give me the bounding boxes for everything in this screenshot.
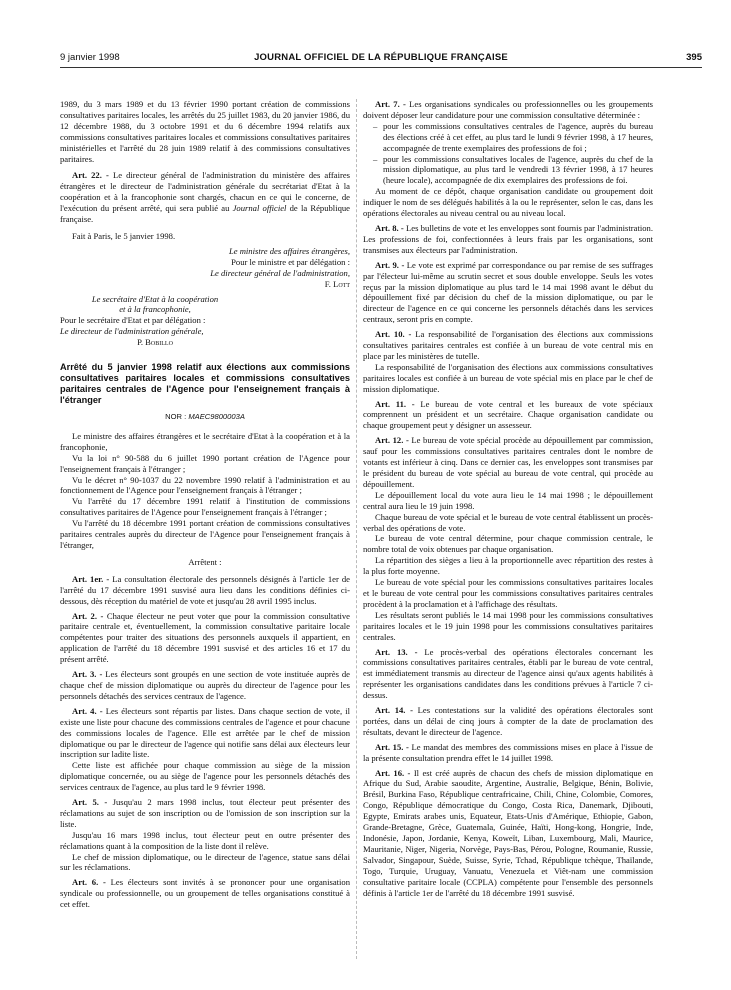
- fait-a-paris: Fait à Paris, le 5 janvier 1998.: [72, 230, 176, 241]
- running-header: [60, 52, 702, 66]
- nor-reference: NOR : MAEC9800003A: [165, 412, 245, 422]
- article-6: Art. 6. - Les électeurs sont invités à se prononcer pour une organisation syndicale ou professionnelle, ou un groupement de telles organisations constitué à cet effet.: [60, 877, 350, 910]
- signatory-name: F. Lott: [324, 278, 350, 289]
- right-column: [363, 99, 653, 898]
- signature-block-secretary: Le secrétaire d'Etat à la coopération et à la francophonie, Pour le secrétaire d'Etat et par délégation : Le directeur de l'administration générale, P. Bobillo: [60, 294, 350, 349]
- article-12-paragraph-7: Les résultats seront publiés le 14 mai 1998 pour les commissions consultatives paritaires locales et le 19 juin 1998 pour les commissions consultatives paritaires centrales.: [363, 609, 653, 642]
- article-9: Art. 9. - Le vote est exprimé par correspondance ou par remise de ses suffrages par l'électeur lui-même au scrutin secret et sous double enveloppe. Seuls les votes reçus par la mission diplomatique au plus tard le 14 mai 1998 avant le début du dépouillement fixé par décision du chef de la mission diplomatique, ou par le directeur de l'agence en ce qui concerne les personnels détachés dans les services centraux, seront pris en compte.: [363, 259, 653, 325]
- article-12-paragraph-6: Le bureau de vote spécial pour les commissions consultatives paritaires locales et le bureau de vote central pour les commissions consultatives paritaires centrales procèdent à la proclamation et à l'affichage des résultats.: [363, 577, 653, 609]
- article-10: Art. 10. - La responsabilité de l'organisation des élections aux commissions consultatives paritaires centrales est confiée à un bureau de vote central mis en place par les ministères de tutelle.: [363, 329, 653, 361]
- visa-2: Vu le décret n° 90-1037 du 22 novembre 1990 relatif à l'administration et au fonctionnement de l'Agence pour l'enseignement français à l'étranger ;: [60, 474, 350, 496]
- left-column: [60, 99, 350, 910]
- article-10-paragraph-2: La responsabilité de l'organisation des élections aux commissions consultatives paritaires locales est confiée à un bureau de vote spécial mis en place par le chef de mission diplomatique.: [363, 361, 653, 394]
- article-22: Art. 22. - Le directeur général de l'administration du ministère des affaires étrangères et le directeur de l'administration générale du secrétariat d'Etat à la coopération et à la francophonie sont chargés, chacun en ce qui le concerne, de l'exécution du présent arrêté, qui sera publié au Journal officiel de la République française.: [60, 170, 350, 225]
- article-15: Art. 15. - Le mandat des membres des commissions mises en place à l'issue de la présente consultation prendra effet le 14 juillet 1998.: [363, 741, 654, 763]
- article-4-paragraph-2: Cette liste est affichée pour chaque commission au siège de la mission diplomatique concernée, ou au siège de l'agence pour les personnels détachés des services centraux de l'agence, au plus tard le 9 février 1998.: [60, 760, 350, 793]
- article-7-paragraph-2: Au moment de ce dépôt, chaque organisation candidate ou groupement doit indiquer le nom de ses délégués habilités à la ou le représenter, selon le cas, dans les opérations électorales au niveau central ou au niveau local.: [363, 186, 653, 219]
- list-item: – pour les commissions consultatives centrales de l'agence, auprès du bureau des élections créé à cet effet, au plus tard le lundi 9 février 1998, à 17 heures, accompagnée de trente exemplaires des professions de foi ;: [375, 121, 653, 154]
- header-rule: [60, 67, 702, 68]
- visa-4: Vu l'arrêté du 18 décembre 1991 portant création de commissions consultatives paritaires centrales auprès du directeur de l'Agence pour l'enseignement français à l'étranger,: [60, 518, 350, 550]
- article-13: Art. 13. - Le procès-verbal des opérations électorales concernant les commissions consultatives paritaires centrales, établi par le bureau de vote central, est immédiatement transmis au directeur de l'agence ainsi qu'aux agents habilités à représenter les organisations candidates dans les conditions prévues à l'article 7 ci-dessus.: [363, 646, 653, 701]
- arretent: Arrêtent :: [188, 556, 222, 567]
- article-label: Art. 22. -: [72, 170, 109, 181]
- article-5: Art. 5. - Jusqu'au 2 mars 1998 inclus, tout électeur peut présenter des réclamations au sujet de son inscription ou de l'omission de son inscription sur la liste.: [60, 797, 350, 829]
- article-7: Art. 7. - Les organisations syndicales ou professionnelles ou les groupements doivent déposer leur candidature pour une commission consultative déterminée :: [363, 99, 653, 120]
- article-3: Art. 3. - Les électeurs sont groupés en une section de vote instituée auprès de chaque chef de mission diplomatique ou auprès du directeur de l'agence pour les personnels détachés des services centraux de l'agence.: [60, 669, 351, 701]
- visa-1: Vu la loi n° 90-588 du 6 juillet 1990 portant création de l'Agence pour l'enseignement français à l'étranger ;: [60, 452, 350, 474]
- list-item: – pour les commissions consultatives locales de l'agence, auprès du chef de la mission diplomatique, au plus tard le vendredi 13 février 1998, à 17 heures (heure locale), accompagnée de dix exemplaires des professions de foi.: [375, 154, 653, 187]
- article-14: Art. 14. - Les contestations sur la validité des opérations électorales sont portées, dans un délai de cinq jours à compter de la date de proclamation des résultats, devant le directeur de l'agence.: [363, 705, 653, 737]
- article-4: Art. 4. - Les électeurs sont répartis par listes. Dans chaque section de vote, il existe une liste pour chacune des commissions centrales de l'agence et pour chacune des commissions locales de l'agence. Elle est arrêtée par le chef de mission diplomatique ou par le directeur de l'agence qui notifie sans délai aux électeurs leur inscription sur ladite liste.: [60, 705, 350, 760]
- journal-title: JOURNAL OFFICIEL DE LA RÉPUBLIQUE FRANÇAISE: [254, 52, 508, 63]
- arrete-title: Arrêté du 5 janvier 1998 relatif aux élections aux commissions consultatives paritaires locales et commissions consultatives paritaires centrales de l'Agence pour l'enseignement français à l'étranger: [60, 362, 350, 406]
- column-divider: [356, 99, 357, 959]
- article-12-paragraph-2: Le dépouillement local du vote aura lieu le 14 mai 1998 ; le dépouillement central aura lieu le 19 juin 1998.: [363, 489, 653, 511]
- page-number: 395: [686, 52, 702, 63]
- signatory-name: P. Bobillo: [137, 337, 173, 348]
- article-1: Art. 1er. - La consultation électorale des personnels désignés à l'article 1er de l'arrêté du 17 décembre 1991 susvisé aura lieu dans les conditions définies ci-dessous, dès réception du matériel de vote et jusqu'au 28 avril 1995 inclus.: [60, 573, 350, 606]
- article-12-paragraph-4: Le bureau de vote central détermine, pour chaque commission centrale, le nombre total de voix obtenues par chaque organisation.: [363, 533, 653, 555]
- article-2: Art. 2. - Chaque électeur ne peut voter que pour la commission consultative paritaire centrale et, éventuellement, la commission consultative paritaire locale compétentes pour traiter des situations des personnels auxquels il appartient, en application de l'arrêté du 18 décembre 1991 susvisé et des articles 16 et 17 du présent arrêté.: [60, 610, 350, 665]
- preamble: Le ministre des affaires étrangères et le secrétaire d'Etat à la coopération et à la francophonie,: [60, 430, 350, 452]
- article-12-paragraph-5: La répartition des sièges a lieu à la proportionnelle avec répartition des restes à la plus forte moyenne.: [363, 555, 653, 577]
- signature-block-minister: Le ministre des affaires étrangères, Pour le ministre et par délégation : Le directeur général de l'administration, F. Lott: [60, 246, 350, 290]
- article-12-paragraph-3: Chaque bureau de vote spécial et le bureau de vote central établissent un procès-verbal des opérations de vote.: [363, 511, 653, 533]
- article-7-list: [363, 121, 653, 186]
- article-5-paragraph-3: Le chef de mission diplomatique, ou le directeur de l'agence, statue sans délai sur les réclamations.: [60, 851, 350, 873]
- intro-paragraph: 1989, du 3 mars 1989 et du 13 février 1990 portant création de commissions consultatives paritaires locales, les arrêtés du 25 juillet 1983, du 20 janvier 1986, du 12 décembre 1988, du 3 octobre 1991 et du 6 décembre 1994 relatifs aux commissions consultatives paritaires locales et commissions consultatives paritaires ministérielles et l'arrêté du 28 juin 1989 relatif à des commissions consultatives paritaires.: [60, 99, 350, 164]
- article-8: Art. 8. - Les bulletins de vote et les enveloppes sont fournis par l'administration. Les professions de foi, confectionnées à leurs frais par les organisations, sont transmises aux électeurs par l'administration.: [363, 222, 653, 255]
- visa-3: Vu l'arrêté du 17 décembre 1991 relatif à l'institution de commissions consultatives paritaires de l'Agence pour l'enseignement français à l'étranger ;: [60, 496, 350, 518]
- article-16: Art. 16. - Il est créé auprès de chacun des chefs de mission diplomatique en Afrique du Sud, Arabie saoudite, Argentine, Australie, Belgique, Bénin, Bolivie, Brésil, Burkina Faso, République centrafricaine, Chili, Chine, Colombie, Comores, Congo, République démocratique du Congo, Costa Rica, Danemark, Djibouti, Egypte, Emirats arabes unis, Equateur, Etats-Unis d'Amérique, Ethiopie, Gabon, Grande-Bretagne, Grèce, Guatemala, Guinée, Haïti, Hong-kong, Hongrie, Inde, Indonésie, Japon, Jordanie, Kenya, Koweït, Liban, Luxembourg, Mali, Maurice, Mauritanie, Niger, Nigeria, Norvège, Pays-Bas, Pérou, Pologne, Roumanie, Russie, Salvador, Singapour, Suède, Suisse, Syrie, Tchad, République tchèque, Thaïlande, Togo, Turquie, Uruguay, Vanuatu, Venezuela et Viêt-nam une commission consultative paritaire locale (CCPLA) compétente pour l'ensemble des personnels définis à l'article 1er de l'arrêté du 18 décembre 1991 susvisé.: [363, 767, 653, 898]
- article-12: Art. 12. - Le bureau de vote spécial procède au dépouillement par commission, sauf pour les commissions consultatives paritaires centrales dont le nombre de votants est inférieur à cinq. Dans ce dernier cas, les enveloppes sont transmises par le président du bureau de vote spécial au bureau de vote central, qui procède au dépouillement.: [363, 435, 653, 489]
- header-date: 9 janvier 1998: [60, 52, 120, 63]
- article-11: Art. 11. - Le bureau de vote central et les bureaux de vote spéciaux comprennent un président et un secrétaire. Chaque organisation candidate ou chaque groupement peut y désigner un assesseur.: [363, 398, 653, 431]
- article-5-paragraph-2: Jusqu'au 16 mars 1998 inclus, tout électeur peut en outre présenter des réclamations quant à la composition de la liste dont il relève.: [60, 829, 350, 851]
